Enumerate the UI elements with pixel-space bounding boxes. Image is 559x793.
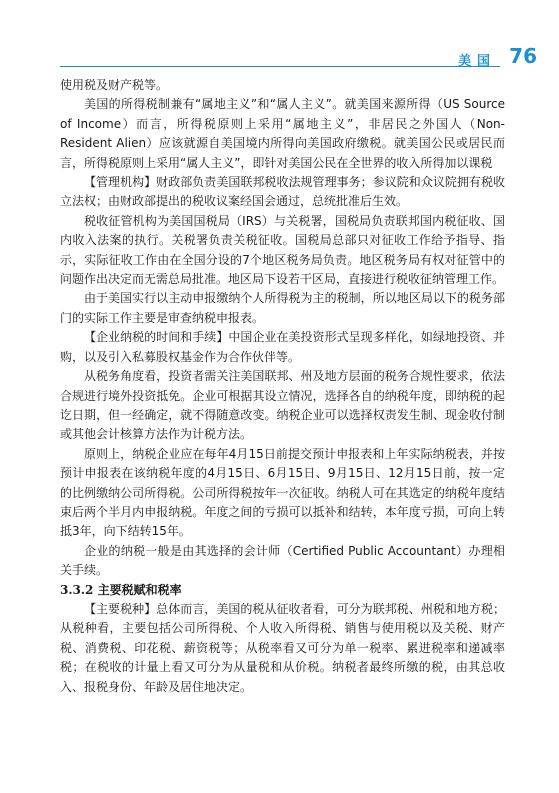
page-number: 76	[509, 44, 537, 68]
paragraph: 由于美国实行以主动申报缴纳个人所得税为主的税制，所以地区局以下的税务部门的实际工作主要是审查纳税申报表。	[60, 291, 505, 325]
paragraph: 原则上，纳税企业应在每年4月15日前提交预计申报表和上年实际纳税表，并按预计申报表在该纳税年度的4月15日、6月15日、9月15日、12月15日前，按一定的比例缴纳公司所得税。公司所得税按年一次征收。纳税人可在其选定的纳税年度结束后两个半月内申报纳税。年度之间的亏损可以抵补和结转，本年度亏损，可向上转抵3年，向下结转15年。	[60, 446, 505, 539]
header-rule	[60, 66, 500, 67]
paragraph: 使用税及财产税等。	[60, 78, 169, 92]
paragraph: 从税务角度看，投资者需关注美国联邦、州及地方层面的税务合规性要求，依法合规进行境外投资抵免。企业可根据其设立情况，选择各自的纳税年度，即纳税的起讫日期，但一经确定，就不得随意改变。纳税企业可以选择权责发生制、现金收付制或其他会计核算方法作为计税方法。	[60, 369, 505, 442]
paragraph: 美国的所得税制兼有“属地主义”和“属人主义”。就美国来源所得（US Source of Income）而言，所得税原则上采用“属地主义”，非居民之外国人（Non-Resident Alien）应该就源自美国境内所得向美国政府缴税。就美国公民或居民而言，所得税原则上采用“属人主义”，即针对美国公民在全世界的收入所得加以课税	[60, 97, 505, 170]
body-text	[60, 76, 505, 697]
paragraph: 【企业纳税的时间和手续】中国企业在美投资形式呈现多样化，如绿地投资、并购，以及引入私募股权基金作为合作伙伴等。	[60, 330, 505, 364]
paragraph: 【主要税种】总体而言，美国的税从征收者看，可分为联邦税、州税和地方税；从税种看，主要包括公司所得税、个人收入所得税、销售与使用税以及关税、财产税、消费税、印花税、薪资税等；从税率看又可分为单一税率、累进税率和递减率税；在税收的计量上看又可分为从量税和从价税。纳税者最终所缴的税，由其总收入、报税身份、年龄及居住地决定。	[60, 601, 505, 694]
section-heading: 3.3.2 主要税赋和税率	[60, 582, 182, 597]
paragraph: 【管理机构】财政部负责美国联邦税收法规管理事务；参议院和众议院拥有税收立法权；由财政部提出的税收议案经国会通过，总统批准后生效。	[60, 175, 505, 209]
paragraph: 税收征管机构为美国国税局（IRS）与关税署，国税局负责联邦国内税征收、国内收入法案的执行。关税署负责关税征收。国税局总部只对征收工作给予指导、指示，实际征收工作由在全国分设的7个地区税务局负责。地区税务局有权对征管中的问题作出决定而无需总局批准。地区局下设若干区局，直接进行税收征纳管理工作。	[60, 213, 505, 287]
paragraph: 企业的纳税一般是由其选择的会计师（Certified Public Accountant）办理相关手续。	[60, 543, 505, 578]
header-country: 美国	[457, 54, 496, 69]
